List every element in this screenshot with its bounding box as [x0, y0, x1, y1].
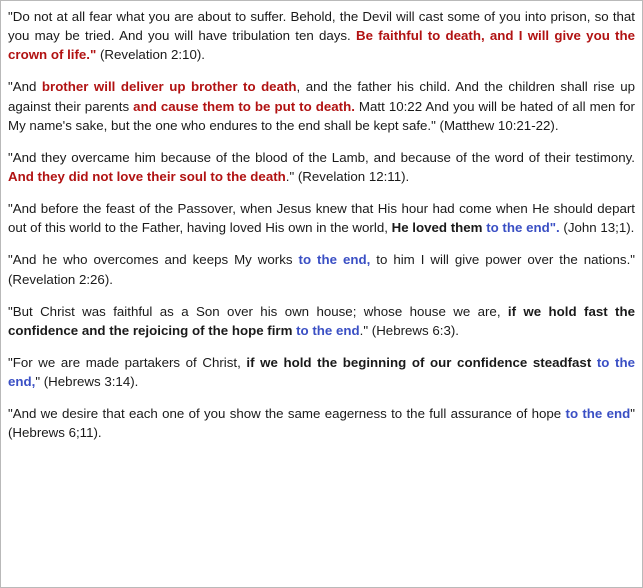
emphasis-run: if we hold the beginning of our confidence steadfast: [246, 354, 597, 370]
emphasis-run: And they did not love their soul to the death: [8, 168, 286, 184]
scripture-paragraph: [8, 302, 635, 340]
emphasis-run: to the end: [565, 406, 631, 422]
scripture-paragraph: [8, 7, 635, 64]
scripture-paragraph: [8, 199, 635, 237]
scripture-paragraph: [8, 250, 635, 288]
text-run: " (Hebrews 6;11).: [8, 406, 635, 441]
emphasis-run: to the end".: [486, 220, 560, 236]
text-run: "And before the feast of the Passover, when Jesus knew that His hour had come when He should depart out of this world to the Father, having loved His own in the world,: [8, 201, 635, 236]
scripture-paragraph: [8, 148, 635, 186]
emphasis-run: to the end,: [298, 252, 371, 268]
emphasis-run: if we hold fast the confidence and the rejoicing of the hope firm: [8, 303, 635, 338]
text-run: , and the father his child. And the children shall rise up against their parents: [8, 79, 635, 114]
scripture-paragraph: [8, 353, 635, 391]
emphasis-run: and cause them to be put to death.: [133, 98, 355, 114]
text-run: ." (Revelation 12:11).: [285, 168, 410, 184]
emphasis-run: Be faithful to death, and I will give you the crown of life.": [8, 28, 635, 63]
text-run: "And we desire that each one of you show the same eagerness to the full assurance of hope: [8, 406, 566, 422]
text-run: Matt 10:22 And you will be hated of all men for My name's sake, but the one who endures to the end shall be kept safe." (Matthew 10:21-22).: [8, 98, 635, 133]
text-run: ." (Hebrews 6:3).: [359, 322, 459, 338]
text-run: " (Hebrews 3:14).: [35, 374, 139, 390]
text-run: "And they overcame him because of the blood of the Lamb, and because of the word of their testimony.: [8, 149, 635, 165]
emphasis-run: to the end: [296, 322, 360, 338]
text-run: (John 13;1).: [559, 220, 635, 236]
scripture-paragraph: [8, 404, 635, 442]
text-run: "And he who overcomes and keeps My works: [8, 252, 299, 268]
scripture-paragraph: [8, 77, 635, 134]
emphasis-run: He loved them: [391, 220, 487, 236]
text-run: "Do not at all fear what you are about to suffer. Behold, the Devil will cast some of you into prison, so that you may be tried. And you will have tribulation ten days.: [8, 9, 635, 44]
text-run: (Revelation 2:10).: [96, 47, 205, 63]
emphasis-run: brother will deliver up brother to death: [41, 79, 297, 95]
emphasis-run: to the end,: [8, 354, 635, 390]
text-run: "For we are made partakers of Christ,: [8, 354, 247, 370]
text-run: "And: [8, 79, 42, 95]
text-run: "But Christ was faithful as a Son over his own house; whose house we are,: [8, 303, 508, 319]
text-run: to him I will give power over the nations." (Revelation 2:26).: [8, 252, 635, 287]
